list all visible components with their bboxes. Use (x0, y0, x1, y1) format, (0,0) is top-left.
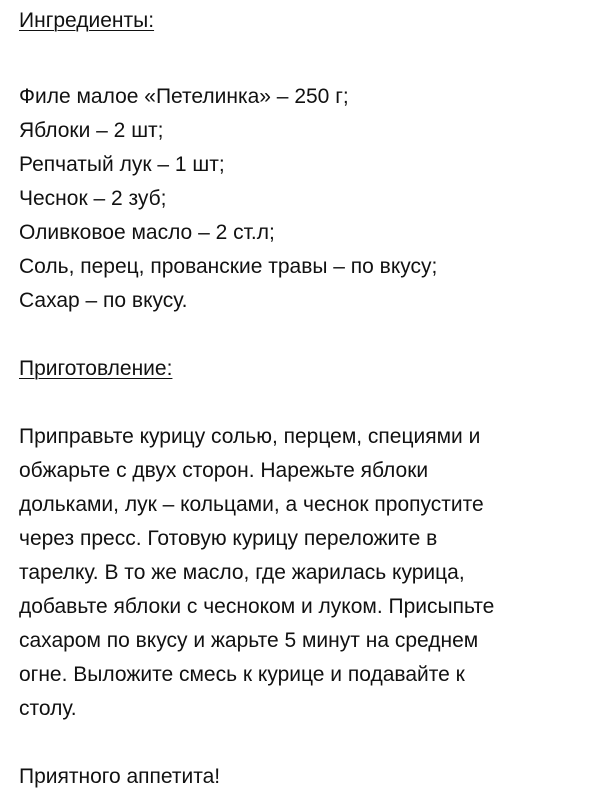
ingredient-item: Филе малое «Петелинка» – 250 г; (19, 85, 349, 108)
ingredient-item: Сахар – по вкусу. (19, 289, 188, 312)
ingredient-item: Репчатый лук – 1 шт; (19, 153, 225, 176)
closing-line: Приятного аппетита! (19, 765, 221, 788)
preparation-line: обжарьте с двух сторон. Нарежьте яблоки (19, 459, 429, 482)
spacer (19, 726, 602, 760)
ingredient-item: Яблоки – 2 шт; (19, 119, 164, 142)
spacer (19, 38, 602, 80)
preparation-line: огне. Выложите смесь к курице и подавайте к (19, 663, 465, 686)
ingredient-item: Оливковое масло – 2 ст.л; (19, 221, 275, 244)
preparation-text (19, 420, 549, 726)
spacer (19, 318, 602, 352)
ingredient-item: Соль, перец, прованские травы – по вкусу; (19, 255, 438, 278)
preparation-line: столу. (19, 697, 77, 720)
ingredients-heading: Ингредиенты: (19, 9, 155, 32)
preparation-line: дольками, лук – кольцами, а чеснок пропустите (19, 493, 484, 516)
preparation-line: Приправьте курицу солью, перцем, специями и (19, 425, 481, 448)
preparation-line: тарелку. В то же масло, где жарилась курица, (19, 561, 465, 584)
preparation-heading: Приготовление: (19, 357, 173, 380)
preparation-line: через пресс. Готовую курицу переложите в (19, 527, 438, 550)
spacer (19, 386, 602, 420)
preparation-line: добавьте яблоки с чесноком и луком. Присыпьте (19, 595, 495, 618)
preparation-line: сахаром по вкусу и жарьте 5 минут на среднем (19, 629, 479, 652)
ingredient-item: Чеснок – 2 зуб; (19, 187, 167, 210)
ingredients-list (19, 80, 602, 318)
